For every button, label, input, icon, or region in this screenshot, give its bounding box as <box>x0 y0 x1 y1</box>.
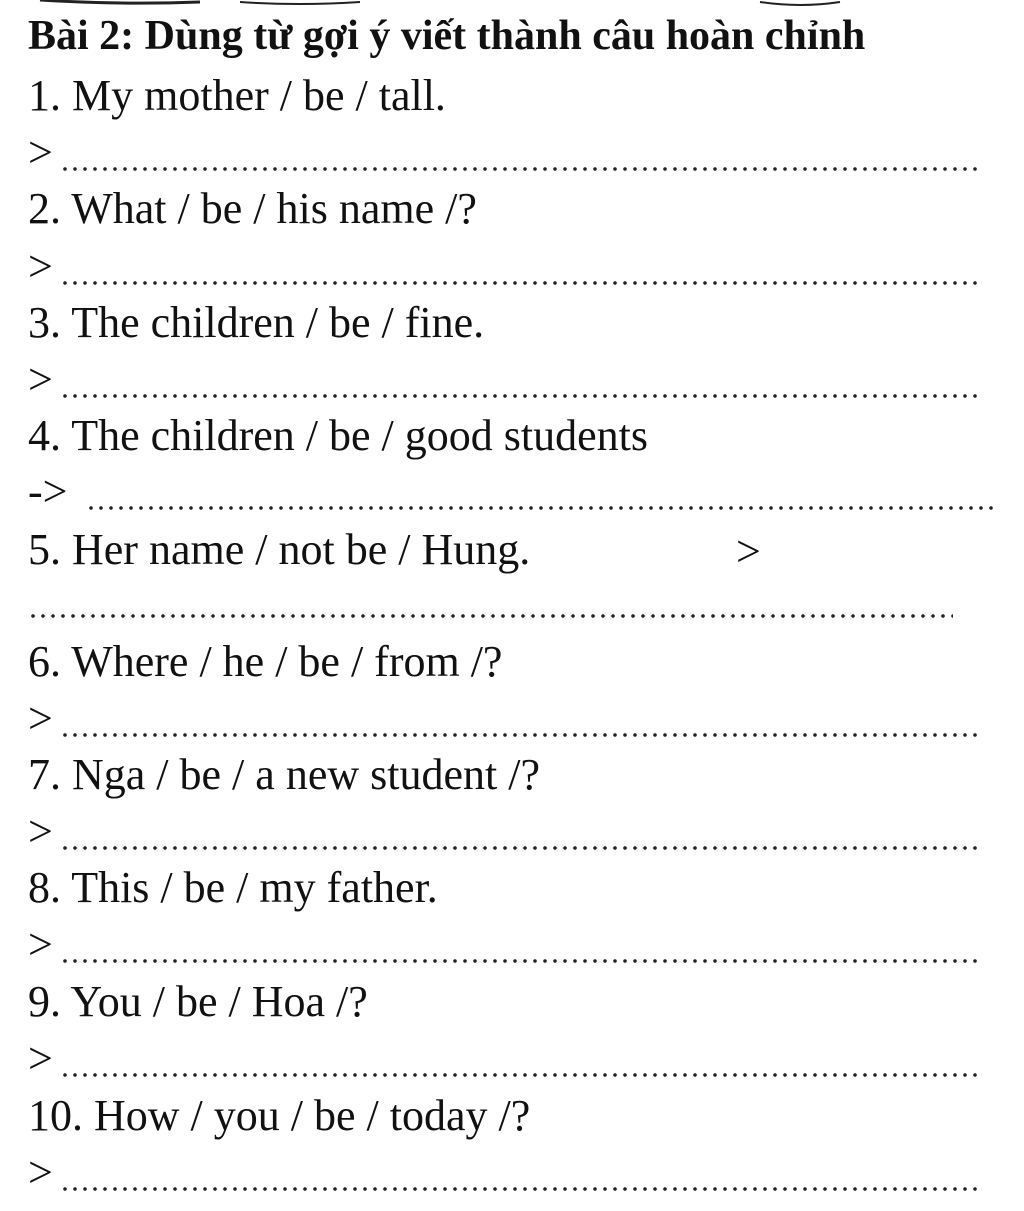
question-2: 2. What / be / his name /? <box>28 184 477 233</box>
answer-prefix-3: > <box>28 355 53 404</box>
answer-line-2[interactable] <box>28 242 978 292</box>
question-9: 9. You / be / Hoa /? <box>28 977 368 1026</box>
answer-line-3[interactable] <box>28 355 978 405</box>
question-1: 1. My mother / be / tall. <box>28 71 446 120</box>
question-4: 4. The children / be / good students <box>28 411 648 460</box>
answer-line-8[interactable] <box>28 920 978 970</box>
cropped-header-marks <box>0 0 1024 10</box>
dotted-blank-3 <box>60 393 978 399</box>
answer-line-6[interactable] <box>28 694 978 744</box>
question-3: 3. The children / be / fine. <box>28 298 485 347</box>
dotted-blank-1 <box>60 166 978 172</box>
dotted-blank-5 <box>28 613 953 619</box>
answer-line-7[interactable] <box>28 807 978 857</box>
answer-prefix-6: > <box>28 694 53 743</box>
answer-prefix-10: > <box>28 1148 53 1197</box>
dotted-blank-10 <box>60 1186 978 1192</box>
answer-prefix-1: > <box>28 128 53 177</box>
answer-line-1[interactable] <box>28 128 978 178</box>
dotted-blank-7 <box>60 845 978 851</box>
answer-line-9[interactable] <box>28 1034 978 1084</box>
answer-line-4[interactable] <box>28 467 1003 517</box>
exercise-title: Bài 2: Dùng từ gợi ý viết thành câu hoàn chỉnh <box>28 13 866 59</box>
answer-prefix-9: > <box>28 1034 53 1083</box>
answer-prefix-7: > <box>28 807 53 856</box>
answer-line-5[interactable] <box>28 575 958 625</box>
answer-prefix-8: > <box>28 920 53 969</box>
question-10: 10. How / you / be / today /? <box>28 1091 531 1140</box>
question-8: 8. This / be / my father. <box>28 863 438 912</box>
dotted-blank-6 <box>60 732 978 738</box>
dotted-blank-8 <box>60 958 978 964</box>
answer-prefix-5: > <box>736 527 761 576</box>
dotted-blank-4 <box>86 505 996 511</box>
answer-prefix-2: > <box>28 242 53 291</box>
answer-line-10[interactable] <box>28 1148 978 1198</box>
dotted-blank-2 <box>60 280 978 286</box>
question-5: 5. Her name / not be / Hung. <box>28 525 531 574</box>
dotted-blank-9 <box>60 1072 978 1078</box>
question-7: 7. Nga / be / a new student /? <box>28 750 540 799</box>
answer-prefix-4: -> <box>28 467 68 516</box>
question-6: 6. Where / he / be / from /? <box>28 637 503 686</box>
